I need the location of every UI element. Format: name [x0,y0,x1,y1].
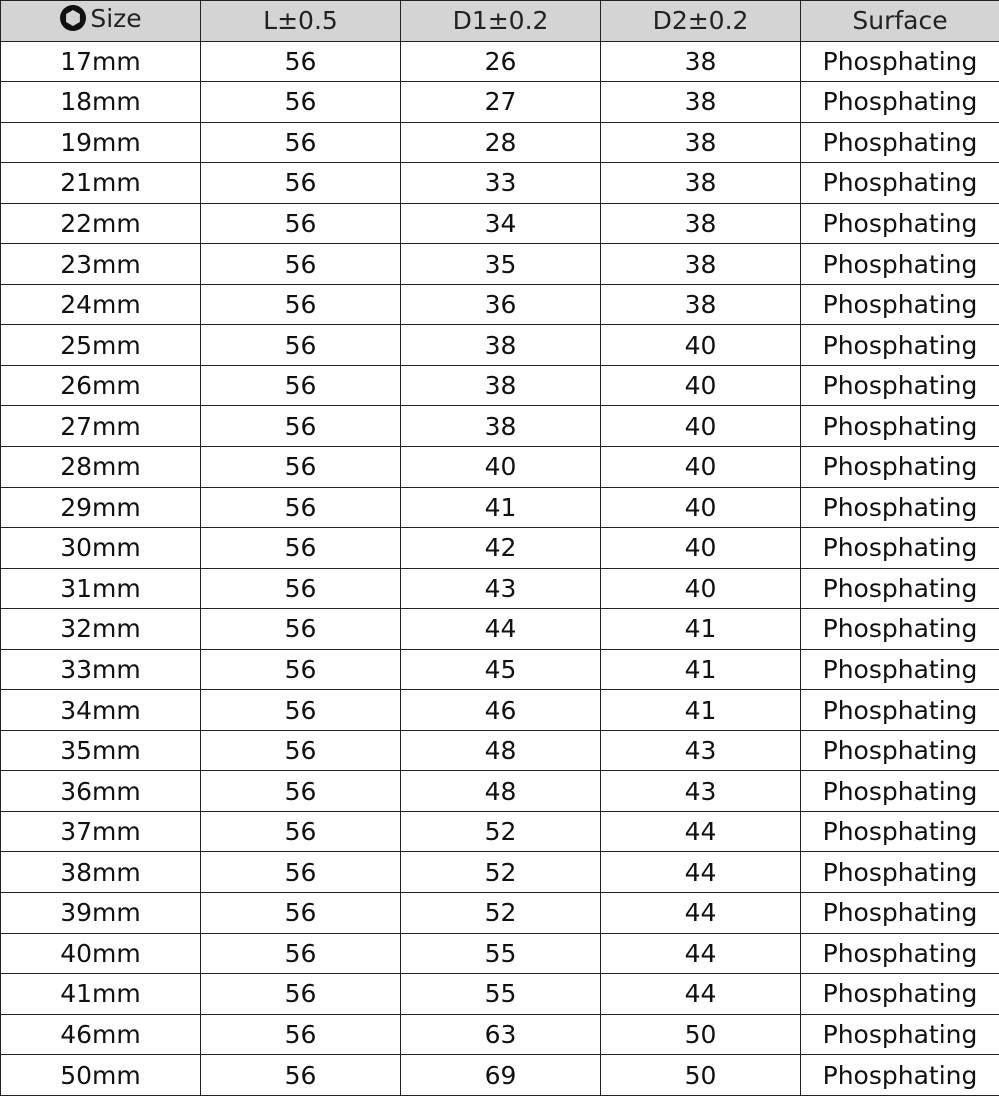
cell-length: 56 [201,122,401,163]
cell-d1: 38 [401,325,601,366]
cell-length: 56 [201,730,401,771]
cell-surface: Phosphating [801,244,999,285]
cell-surface: Phosphating [801,41,999,82]
cell-surface: Phosphating [801,568,999,609]
cell-size: 24mm [1,284,201,325]
cell-d1: 69 [401,1055,601,1096]
cell-length: 56 [201,365,401,406]
header-d2: D2±0.2 [601,1,801,42]
cell-d2: 44 [601,852,801,893]
hexagon-socket-icon [59,4,87,32]
header-row [1,1,999,42]
cell-d2: 38 [601,82,801,123]
cell-d2: 40 [601,325,801,366]
header-size [1,1,201,42]
table-row [1,122,999,163]
cell-size: 41mm [1,974,201,1015]
cell-length: 56 [201,1055,401,1096]
cell-d1: 36 [401,284,601,325]
cell-d2: 41 [601,690,801,731]
table-row [1,487,999,528]
cell-surface: Phosphating [801,933,999,974]
table-row [1,649,999,690]
table-row [1,609,999,650]
cell-length: 56 [201,852,401,893]
table-row [1,284,999,325]
cell-surface: Phosphating [801,122,999,163]
cell-length: 56 [201,41,401,82]
cell-d1: 46 [401,690,601,731]
table-row [1,163,999,204]
cell-size: 33mm [1,649,201,690]
table-row [1,771,999,812]
cell-length: 56 [201,974,401,1015]
cell-surface: Phosphating [801,325,999,366]
cell-d1: 40 [401,446,601,487]
cell-surface: Phosphating [801,365,999,406]
cell-d1: 38 [401,406,601,447]
cell-size: 28mm [1,446,201,487]
cell-surface: Phosphating [801,446,999,487]
cell-size: 34mm [1,690,201,731]
cell-length: 56 [201,1014,401,1055]
cell-d2: 50 [601,1055,801,1096]
cell-surface: Phosphating [801,771,999,812]
table-header [1,1,999,42]
cell-length: 56 [201,244,401,285]
cell-size: 23mm [1,244,201,285]
cell-length: 56 [201,446,401,487]
cell-d1: 42 [401,528,601,569]
cell-length: 56 [201,690,401,731]
cell-length: 56 [201,568,401,609]
cell-d2: 38 [601,284,801,325]
cell-surface: Phosphating [801,487,999,528]
cell-length: 56 [201,203,401,244]
cell-surface: Phosphating [801,811,999,852]
table-row [1,325,999,366]
cell-d2: 44 [601,933,801,974]
table-row [1,528,999,569]
cell-d2: 40 [601,487,801,528]
cell-surface: Phosphating [801,82,999,123]
cell-length: 56 [201,933,401,974]
cell-d1: 44 [401,609,601,650]
cell-d2: 38 [601,122,801,163]
cell-d1: 48 [401,730,601,771]
cell-surface: Phosphating [801,852,999,893]
header-size-label: Size [90,3,142,33]
cell-d1: 52 [401,852,601,893]
cell-d1: 55 [401,933,601,974]
cell-size: 31mm [1,568,201,609]
cell-size: 25mm [1,325,201,366]
cell-d2: 40 [601,568,801,609]
cell-d2: 44 [601,974,801,1015]
cell-d1: 28 [401,122,601,163]
cell-size: 38mm [1,852,201,893]
cell-d1: 52 [401,811,601,852]
cell-d1: 35 [401,244,601,285]
cell-d1: 33 [401,163,601,204]
cell-surface: Phosphating [801,203,999,244]
cell-d1: 34 [401,203,601,244]
table-row [1,203,999,244]
cell-length: 56 [201,528,401,569]
cell-surface: Phosphating [801,406,999,447]
cell-surface: Phosphating [801,1055,999,1096]
cell-d1: 38 [401,365,601,406]
cell-d2: 44 [601,892,801,933]
table-row [1,974,999,1015]
cell-d1: 41 [401,487,601,528]
cell-d1: 63 [401,1014,601,1055]
table-row [1,730,999,771]
cell-surface: Phosphating [801,1014,999,1055]
cell-size: 32mm [1,609,201,650]
cell-d1: 45 [401,649,601,690]
cell-d2: 41 [601,609,801,650]
cell-size: 29mm [1,487,201,528]
cell-size: 46mm [1,1014,201,1055]
table-row [1,41,999,82]
cell-size: 27mm [1,406,201,447]
header-surface: Surface [801,1,999,42]
cell-size: 37mm [1,811,201,852]
header-d1: D1±0.2 [401,1,601,42]
table-row [1,690,999,731]
cell-length: 56 [201,609,401,650]
cell-length: 56 [201,771,401,812]
table-row [1,1055,999,1096]
cell-surface: Phosphating [801,649,999,690]
cell-surface: Phosphating [801,730,999,771]
cell-length: 56 [201,811,401,852]
cell-d1: 55 [401,974,601,1015]
cell-size: 21mm [1,163,201,204]
cell-length: 56 [201,649,401,690]
cell-size: 36mm [1,771,201,812]
cell-size: 50mm [1,1055,201,1096]
cell-size: 30mm [1,528,201,569]
table-body [1,41,999,1096]
cell-d2: 38 [601,41,801,82]
table-row [1,933,999,974]
cell-surface: Phosphating [801,892,999,933]
table-row [1,852,999,893]
cell-d2: 43 [601,730,801,771]
header-length: L±0.5 [201,1,401,42]
cell-d2: 40 [601,528,801,569]
cell-size: 35mm [1,730,201,771]
table-row [1,82,999,123]
cell-length: 56 [201,487,401,528]
cell-surface: Phosphating [801,974,999,1015]
cell-d2: 38 [601,203,801,244]
cell-d2: 40 [601,446,801,487]
cell-length: 56 [201,406,401,447]
table-row [1,244,999,285]
cell-length: 56 [201,325,401,366]
cell-surface: Phosphating [801,163,999,204]
cell-length: 56 [201,892,401,933]
cell-d1: 52 [401,892,601,933]
cell-d2: 38 [601,163,801,204]
cell-d1: 26 [401,41,601,82]
cell-length: 56 [201,163,401,204]
cell-d1: 27 [401,82,601,123]
cell-size: 39mm [1,892,201,933]
cell-d2: 38 [601,244,801,285]
cell-d2: 44 [601,811,801,852]
cell-surface: Phosphating [801,528,999,569]
table-row [1,406,999,447]
cell-d2: 40 [601,365,801,406]
table-row [1,365,999,406]
table-row [1,811,999,852]
cell-size: 40mm [1,933,201,974]
table-row [1,892,999,933]
cell-length: 56 [201,284,401,325]
cell-d2: 50 [601,1014,801,1055]
cell-d2: 40 [601,406,801,447]
cell-surface: Phosphating [801,609,999,650]
cell-d2: 43 [601,771,801,812]
cell-size: 26mm [1,365,201,406]
cell-d1: 48 [401,771,601,812]
cell-size: 17mm [1,41,201,82]
table-row [1,1014,999,1055]
cell-d1: 43 [401,568,601,609]
cell-size: 19mm [1,122,201,163]
table-row [1,568,999,609]
cell-size: 22mm [1,203,201,244]
cell-size: 18mm [1,82,201,123]
cell-surface: Phosphating [801,284,999,325]
cell-surface: Phosphating [801,690,999,731]
table-row [1,446,999,487]
cell-d2: 41 [601,649,801,690]
cell-length: 56 [201,82,401,123]
